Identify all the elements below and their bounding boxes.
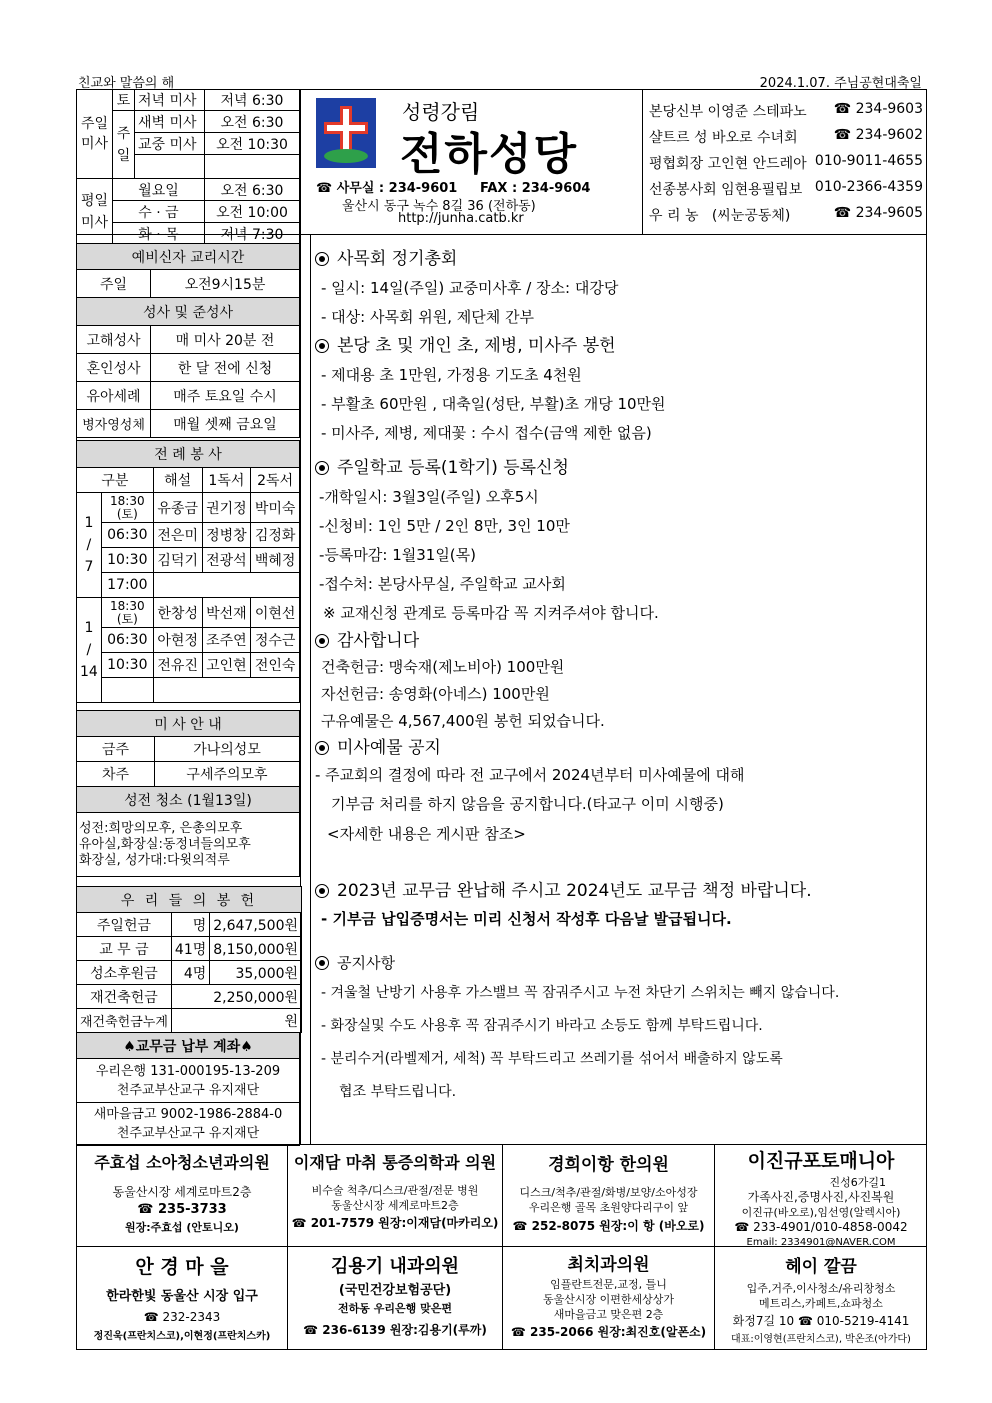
offering-amount: 35,000원 <box>210 961 302 985</box>
liturgy-time: 06:30 <box>101 523 153 548</box>
sacrament-label: 고해성사 <box>77 326 151 354</box>
mass-guide-title: 미 사 안 내 <box>77 711 300 737</box>
offering-count: 4명 <box>171 961 209 985</box>
offering-amount: 2,250,000원 <box>171 985 301 1009</box>
offering-amount: 원 <box>171 1009 301 1033</box>
liturgy-time: 06:30 <box>101 628 153 653</box>
ad-optician: 안 경 마 을 한라한빛 동울산 시장 입구 ☎ 232-2343 정진욱(프란치스코),이현정(프란치스카) <box>93 1256 271 1342</box>
liturgy-cell: 고인현 <box>202 653 251 678</box>
notice-line: 협조 부탁드립니다. <box>339 1084 457 1100</box>
notice-line: - 분리수거(라벨제거, 세척) 꼭 부탁드리고 쓰레기를 섞어서 배출하지 않도록 <box>321 1051 783 1067</box>
bullet-icon <box>315 252 329 266</box>
offering-amount: 2,647,500원 <box>210 913 302 937</box>
ad-internal-medicine: 김용기 내과의원 (국민건강보험공단) 전하동 우리은행 맞은편 ☎ 236-6139 원장:김용기(루까) <box>303 1256 487 1337</box>
notice-line: -개학일시: 3월3일(주일) 오후5시 <box>319 488 539 506</box>
mass-guide-value: 가나의성모 <box>155 737 300 762</box>
contact-row: 우 리 농 (씨눈공동체) ☎ 234-9605 <box>649 205 923 224</box>
liturgy-date: 1 / 7 <box>77 493 102 598</box>
liturgy-cell: 전은미 <box>153 523 202 548</box>
liturgy-cell: 전광석 <box>202 548 251 573</box>
saturday-label: 토 <box>113 90 135 111</box>
liturgy-cell: 정병창 <box>202 523 251 548</box>
liturgy-cell: 김정화 <box>251 523 300 548</box>
sacrament-label: 혼인성사 <box>77 354 151 382</box>
bullet-icon <box>315 741 329 755</box>
notice-title: 미사예물 공지 <box>315 735 925 761</box>
liturgy-cell: 한창성 <box>153 598 202 628</box>
mass-guide-value: 구세주의모후 <box>155 762 300 787</box>
notice-line: 구유예물은 4,567,400원 봉헌 되었습니다. <box>321 712 605 730</box>
bullet-icon <box>315 634 329 648</box>
church-logo <box>316 98 376 168</box>
mass-guide-label: 차주 <box>77 762 155 787</box>
divider <box>310 234 311 1145</box>
notice-title: 본당 초 및 개인 초, 제병, 미사주 봉헌 <box>315 332 925 361</box>
bullet-icon <box>315 884 329 898</box>
contact-row: 본당신부 이영준 스테파노 ☎ 234-9603 <box>649 101 923 120</box>
liturgy-title: 전 례 봉 사 <box>77 441 300 468</box>
contacts-box <box>642 89 927 235</box>
offering-table <box>76 886 302 1033</box>
mass-name: 새벽 미사 <box>135 111 205 133</box>
notice-line: 기부금 처리를 하지 않음을 공지합니다.(타교구 이미 시행중) <box>331 795 724 813</box>
notice-line: - 겨울철 난방기 사용후 가스밸브 꼭 잠궈주시고 누전 차단기 스위치는 빼지 않습니다. <box>321 985 840 1001</box>
account-title: ♠교무금 납부 계좌♠ <box>77 1033 300 1059</box>
weekday-mass-label: 평일 미사 <box>77 179 113 245</box>
cleaning-line: 성전:희망의모후, 은총의모후 <box>79 820 243 836</box>
liturgy-cell <box>153 573 299 598</box>
liturgy-cell <box>153 678 299 703</box>
divider <box>714 1144 715 1350</box>
offering-amount: 8,150,000원 <box>210 937 302 961</box>
sunday-mass-label: 주일 미사 <box>77 90 113 179</box>
divider <box>287 1144 288 1350</box>
contact-row: 선종봉사회 임현용필립보 010-2366-4359 <box>649 179 923 198</box>
church-url[interactable]: http://junha.catb.kr <box>398 211 524 226</box>
notice-line: -접수처: 본당사무실, 주일학교 교사회 <box>319 575 566 593</box>
liturgy-cell: 김덕기 <box>153 548 202 573</box>
cleaning-title: 성전 청소 (1월13일) <box>77 787 300 813</box>
liturgy-time: 18:30 (토) <box>101 598 153 628</box>
catechumen-time: 오전9시15분 <box>151 270 300 298</box>
office-contact: ☎ 사무실 : 234-9601 FAX : 234-9604 <box>316 181 591 196</box>
ad-pain-clinic: 이재담 마취 통증의학과 의원 비수술 척추/디스크/관절/전문 병원 동울산시장 세계로마트2층 ☎ 201-7579 원장:이재담(마카리오) <box>291 1153 499 1230</box>
contact-row: 평협회장 고인현 안드레아 010-9011-4655 <box>649 153 923 172</box>
notice-title: 사목회 정기총회 <box>315 245 925 274</box>
liturgy-table <box>76 440 300 703</box>
notice-line: - 미사주, 제병, 제대꽃 : 수시 접수(금액 제한 없음) <box>321 424 652 442</box>
sacrament-title: 성사 및 준성사 <box>77 298 300 326</box>
liturgy-cell: 아현정 <box>153 628 202 653</box>
church-title: 전하성당 <box>400 129 579 180</box>
sacrament-label: 유아세례 <box>77 382 151 410</box>
sacrament-value: 매월 셋째 금요일 <box>151 410 300 438</box>
divider <box>76 234 927 235</box>
weekday-time: 오전 6:30 <box>205 179 300 201</box>
notice-line: <자세한 내용은 게시판 참조> <box>327 825 526 843</box>
offering-count: 명 <box>171 913 209 937</box>
mass-schedule <box>76 89 300 245</box>
notice-line: -신청비: 1인 5만 / 2인 8만, 3인 10만 <box>319 517 570 535</box>
weekday-time: 저녁 7:30 <box>205 223 300 245</box>
offering-label: 교 무 금 <box>77 937 172 961</box>
weekday-name: 수 · 금 <box>113 201 205 223</box>
mass-time: 저녁 6:30 <box>205 90 300 111</box>
liturgy-time: 10:30 <box>101 548 153 573</box>
liturgy-cell: 백혜정 <box>251 548 300 573</box>
contact-row: 샬트르 성 바오로 수녀회 ☎ 234-9602 <box>649 127 923 146</box>
mass-time: 오전 10:30 <box>205 133 300 155</box>
notice-line: ※ 교재신청 관계로 등록마감 꼭 지켜주셔야 합니다. <box>323 604 659 622</box>
catechumen-title: 예비신자 교리시간 <box>77 244 300 270</box>
notice-line: - 대상: 사목회 위원, 제단체 간부 <box>321 308 534 326</box>
bullet-icon <box>315 339 329 353</box>
notice-title: 2023년 교무금 완납해 주시고 2024년도 교무금 책정 바랍니다. <box>315 877 925 905</box>
liturgy-cell: 박미숙 <box>251 493 300 523</box>
ad-photo-studio: 이진규포토매니아 진성6가길1 가족사진,증명사진,사진복원 이진규(바오로),임선영(알렉시아) ☎ 233-4901/010-4858-0042 Email: 2334901@NAVER.COM <box>734 1150 908 1248</box>
ad-cleaning-service: 헤이 깔끔 입주,거주,이사청소/유리창청소 메트리스,카페트,쇼파청소 화정7길 10 ☎ 010-5219-4141 대표:이영현(프란치스코), 박온조(아가다) <box>731 1257 911 1345</box>
liturgy-cell: 권기정 <box>202 493 251 523</box>
liturgy-time <box>101 678 153 703</box>
ad-oriental-clinic: 경희이항 한의원 디스크/척추/관절/화병/보양/소아성장 우리은행 골목 초원양다리구이 앞 ☎ 252-8075 원장:이 항 (바오로) <box>512 1155 705 1233</box>
weekday-time: 오전 10:00 <box>205 201 300 223</box>
liturgy-cell: 정수근 <box>251 628 300 653</box>
church-logo-icon <box>316 98 376 168</box>
notice-line: - 일시: 14일(주일) 교중미사후 / 장소: 대강당 <box>321 279 619 297</box>
offering-label: 주일헌금 <box>77 913 172 937</box>
cleaning-line: 화장실, 성가대:다윗의적루 <box>79 852 230 868</box>
catechumen-label: 주일 <box>77 270 151 298</box>
liturgy-header: 2독서 <box>251 468 300 493</box>
offering-label: 성소후원금 <box>77 961 172 985</box>
church-subtitle: 성령강림 <box>402 100 480 124</box>
account-line: 새마을금고 9002-1986-2884-0 <box>93 1107 283 1122</box>
liturgy-time: 17:00 <box>101 573 153 598</box>
header-date: 2024.1.07. 주님공현대축일 <box>759 76 922 91</box>
notice-line: -등록마감: 1월31일(목) <box>319 546 476 564</box>
sacrament-value: 매 미사 20분 전 <box>151 326 300 354</box>
notice-line: - 제대용 초 1만원, 가정용 기도초 4천원 <box>321 366 582 384</box>
sacrament-value: 한 달 전에 신청 <box>151 354 300 382</box>
notice-title: 공지사항 <box>315 949 925 977</box>
notices <box>315 245 925 1109</box>
account-table <box>76 1032 300 1146</box>
cleaning-line: 유아실,화장실:동정녀들의모후 <box>79 836 251 852</box>
liturgy-cell: 이현선 <box>251 598 300 628</box>
ad-pediatrics: 주효섭 소아청소년과의원 동울산시장 세계로마트2층 ☎ 235-3733 원장:주효섭 (안토니오) <box>94 1153 270 1234</box>
liturgy-header: 해설 <box>153 468 202 493</box>
liturgy-header: 구분 <box>77 468 154 493</box>
notice-line: - 부활초 60만원 , 대축일(성탄, 부활)초 개당 10만원 <box>321 395 666 413</box>
notice-title: 주일학교 등록(1학기) 등록신청 <box>315 454 925 483</box>
liturgy-cell: 유종금 <box>153 493 202 523</box>
account-line: 천주교부산교구 유지재단 <box>116 1126 260 1141</box>
notice-line: 자선헌금: 송영화(아네스) 100만원 <box>321 685 550 703</box>
liturgy-date: 1 / 14 <box>77 598 102 703</box>
mass-guide-table <box>76 710 300 877</box>
sunday-label: 주 일 <box>113 111 135 179</box>
offering-count: 41명 <box>171 937 209 961</box>
offering-label: 재건축헌금누계 <box>77 1009 172 1033</box>
account-line: 우리은행 131-000195-13-209 <box>95 1063 281 1079</box>
liturgy-cell: 조주연 <box>202 628 251 653</box>
sacrament-label: 병자영성체 <box>77 410 151 438</box>
notice-line: - 화장실및 수도 사용후 꼭 잠궈주시기 바라고 소등도 함께 부탁드립니다. <box>321 1018 763 1034</box>
weekday-name: 화 · 목 <box>113 223 205 245</box>
notice-line: - 기부금 납입증명서는 미리 신청서 작성후 다음날 발급됩니다. <box>321 910 732 928</box>
mass-guide-label: 금주 <box>77 737 155 762</box>
bullet-icon <box>315 956 329 970</box>
ad-dental-clinic: 최치과의원 임플란트전문,교정, 틀니 동울산시장 이편한세상상가 새마을금고 맞은편 2층 ☎ 235-2066 원장:최진호(알폰소) <box>510 1255 707 1339</box>
liturgy-cell: 전인숙 <box>251 653 300 678</box>
account-line: 천주교부산교구 유지재단 <box>116 1082 260 1098</box>
liturgy-time: 18:30 (토) <box>101 493 153 523</box>
sacrament-value: 매주 토요일 수시 <box>151 382 300 410</box>
bullet-icon <box>315 461 329 475</box>
notice-line: 건축헌금: 맹숙재(제노비아) 100만원 <box>321 658 565 676</box>
mass-name: 교중 미사 <box>135 133 205 155</box>
liturgy-cell: 박선재 <box>202 598 251 628</box>
church-address: 울산시 동구 녹수 8길 36 (전하동) <box>342 199 536 214</box>
offering-label: 재건축헌금 <box>77 985 172 1009</box>
liturgy-cell: 전유진 <box>153 653 202 678</box>
divider <box>502 1144 503 1350</box>
header-left: 친교와 말씀의 해 <box>78 76 175 91</box>
notice-title: 감사합니다 <box>315 628 925 654</box>
weekday-name: 월요일 <box>113 179 205 201</box>
catechumen-table <box>76 243 300 438</box>
offering-title: 우 리 들 의 봉 헌 <box>77 887 302 913</box>
mass-time: 오전 6:30 <box>205 111 300 133</box>
mass-name: 저녁 미사 <box>135 90 205 111</box>
notice-line: - 주교회의 결정에 따라 전 교구에서 2024년부터 미사예물에 대해 <box>315 766 745 784</box>
liturgy-time: 10:30 <box>101 653 153 678</box>
liturgy-header: 1독서 <box>202 468 251 493</box>
